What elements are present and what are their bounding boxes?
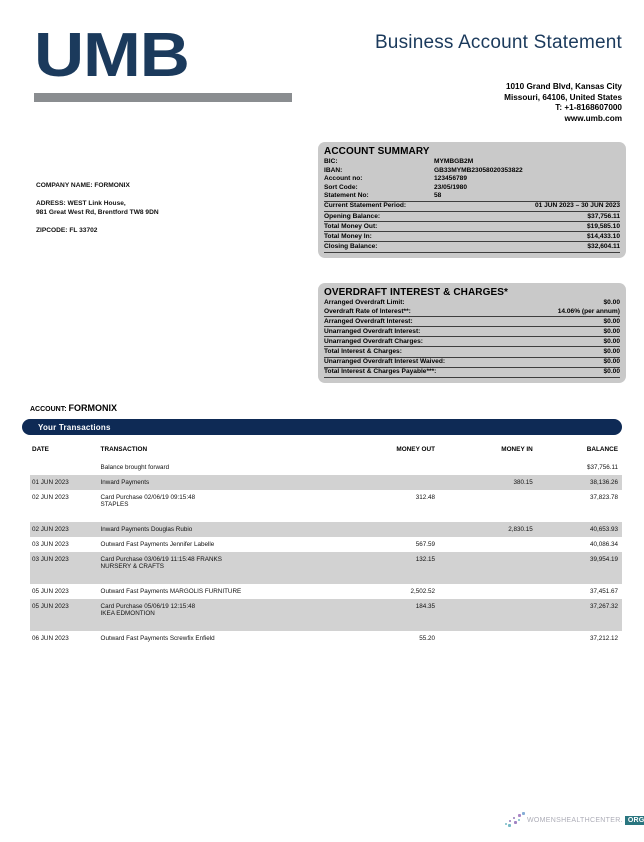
account-name-line [30,403,117,413]
account-summary-panel [318,142,626,258]
customer-address-line-1: ADRESS: WEST Link House, [36,200,126,207]
bank-address-line-2: Missouri, 64106, United States [504,92,622,102]
account-name-value: FORMONIX [68,403,118,413]
column-header-money-in: MONEY IN [501,446,533,453]
column-header-balance: BALANCE [586,446,618,453]
overdraft-title: OVERDRAFT INTEREST & CHARGES* [324,287,509,298]
overdraft-field-rate [324,308,620,317]
cell-balance: $37,756.11 [586,464,618,471]
cell-money-in [445,631,545,646]
cell-balance: 39,954.19 [545,552,622,584]
summary-field-account-no [324,175,620,184]
cell-money-out: 55.20 [419,635,435,642]
summary-row-total-money-out [324,221,620,231]
cell-money-in: 380.15 [445,475,545,490]
summary-row-opening-balance-label: Opening Balance: [324,212,381,220]
transaction-description: Outward Fast Payments MARGOLIS FURNITURE [100,588,242,595]
overdraft-field-limit [324,299,620,308]
summary-row-opening-balance-value: $37,756.11 [587,212,620,220]
bank-address [504,82,622,124]
transaction-description: Balance brought forward [100,464,170,471]
overdraft-row-total-interest-charges-label: Total Interest & Charges: [324,347,402,355]
cell-date: 02 JUN 2023 [32,494,69,501]
page-title: Business Account Statement [374,32,622,53]
cell-money-in [445,460,545,475]
summary-field-statement-no-label: Statement No: [324,192,369,200]
account-summary-title: ACCOUNT SUMMARY [324,146,430,157]
cell-date [30,460,101,475]
transaction-description: Card Purchase 02/06/19 09:15:48 [100,494,196,501]
cell-money-in: 2,830.15 [445,522,545,537]
overdraft-row-arranged-interest-value: $0.00 [603,317,620,325]
cell-date: 06 JUN 2023 [32,635,69,642]
transactions-body [30,460,622,646]
watermark-org-badge: ORG [625,816,644,825]
summary-row-total-money-in-label: Total Money In: [324,232,372,240]
overdraft-row-total-interest-charges-value: $0.00 [603,347,620,355]
summary-field-iban [324,167,620,176]
column-header-transaction: TRANSACTION [100,446,148,453]
overdraft-field-limit-label: Arranged Overdraft Limit: [324,299,405,306]
table-row [30,537,622,552]
transaction-description: Outward Fast Payments Screwfix Enfield [100,635,215,642]
overdraft-row-arranged-interest-label: Arranged Overdraft Interest: [324,317,413,325]
summary-field-sort-code-label: Sort Code: [324,183,358,191]
summary-row-total-money-out-value: $19,585.10 [586,222,620,230]
cell-money-out [343,460,445,475]
transactions-banner-label: Your Transactions [38,422,111,432]
bank-phone: T: +1-8168607000 [555,103,622,112]
cell-balance: 37,451.67 [589,588,618,595]
cell-money-in [445,552,545,584]
summary-row-opening-balance [324,211,620,221]
transaction-description: Inward Payments [100,479,150,486]
cell-transaction [101,490,344,522]
overdraft-row-total-interest-charges [324,346,620,356]
cell-date: 01 JUN 2023 [30,475,101,490]
cell-date: 02 JUN 2023 [30,522,101,537]
cell-transaction [101,460,344,475]
column-header-date: DATE [32,446,49,453]
summary-row-closing-balance-value: $32,604.11 [587,242,620,250]
table-row [30,475,622,490]
summary-field-statement-no-value: 58 [434,192,442,200]
cell-balance: 38,136.26 [545,475,622,490]
summary-row-statement-period [324,201,620,211]
summary-field-bic-value: MYMBGB2M [434,158,474,165]
bank-website: www.umb.com [564,113,622,123]
cell-money-in [445,490,545,522]
overdraft-panel [318,283,626,383]
overdraft-row-interest-waived-label: Unarranged Overdraft Interest Waived: [324,358,446,366]
table-row [30,584,622,599]
transactions-table [30,444,622,646]
transaction-description-line-2: IKEA EDMONTION [100,610,155,617]
umb-logo-text: UMB [34,21,189,90]
customer-company-name: COMPANY NAME: FORMONIX [36,182,130,189]
transaction-description: Card Purchase 03/06/19 11:15:48 FRANKS [100,556,222,563]
overdraft-row-unarranged-interest-label: Unarranged Overdraft Interest: [324,327,421,335]
cell-transaction [101,599,344,631]
cell-transaction [101,631,344,646]
transaction-description: Outward Fast Payments Jennifer Labelle [100,541,215,548]
summary-row-closing-balance-label: Closing Balance: [324,242,378,250]
customer-details [36,181,159,235]
customer-zipcode: ZIPCODE: FL 33702 [36,227,98,234]
summary-row-closing-balance [324,241,620,253]
cell-money-in [445,599,545,631]
overdraft-row-interest-waived [324,357,620,367]
summary-field-account-no-value: 123456789 [434,175,468,183]
summary-row-total-money-in-value: $14,433.10 [586,232,620,240]
overdraft-row-unarranged-interest [324,326,620,336]
customer-address [36,199,159,217]
umb-logo-bar [34,93,292,102]
watermark [505,812,644,828]
summary-row-statement-period-value: 01 JUN 2023 – 30 JUN 2023 [534,202,620,210]
summary-row-total-money-out-label: Total Money Out: [324,222,378,230]
bank-address-line-1: 1010 Grand Blvd, Kansas City [505,82,622,91]
overdraft-row-interest-waived-value: $0.00 [603,358,620,366]
cell-balance: 37,212.12 [589,635,618,642]
cell-date: 03 JUN 2023 [32,541,69,548]
table-row [30,631,622,646]
cell-balance: 40,086.34 [589,541,618,548]
watermark-dots-icon [505,812,527,828]
cell-date: 03 JUN 2023 [30,552,101,584]
cell-money-out: 312.48 [415,494,435,501]
cell-money-out: 132.15 [343,552,445,584]
transaction-description: Inward Payments Douglas Rubio [100,526,193,533]
cell-transaction [101,475,344,490]
customer-address-line-2: 981 Great West Rd, Brentford TW8 9DN [36,209,159,216]
cell-money-out: 2,502.52 [410,588,435,595]
overdraft-row-total-payable-value: $0.00 [603,368,620,376]
cell-transaction [101,537,344,552]
cell-money-in [445,537,545,552]
table-row [30,460,622,475]
overdraft-field-limit-value: $0.00 [603,299,620,306]
cell-date: 05 JUN 2023 [32,588,69,595]
umb-logo [34,21,296,102]
cell-money-out: 184.35 [343,599,445,631]
overdraft-row-unarranged-charges-value: $0.00 [603,337,620,345]
cell-money-out [343,522,445,537]
watermark-text: WOMENSHEALTHCENTER. [527,816,623,824]
cell-transaction [101,552,344,584]
summary-field-statement-no [324,192,620,201]
transaction-description-line-2: STAPLES [100,501,129,508]
summary-field-account-no-label: Account no: [324,175,363,183]
summary-row-total-money-in [324,231,620,241]
cell-transaction [101,584,344,599]
summary-field-bic [324,158,620,167]
cell-date: 05 JUN 2023 [30,599,101,631]
table-row [30,490,622,522]
transaction-description-line-2: NURSERY & CRAFTS [100,563,164,570]
summary-field-sort-code [324,184,620,193]
cell-transaction [101,522,344,537]
table-row [30,599,622,631]
document-header [0,0,644,123]
overdraft-row-total-payable-label: Total Interest & Charges Payable***: [324,368,437,376]
table-row [30,522,622,537]
overdraft-row-arranged-interest [324,316,620,326]
cell-money-out [343,475,445,490]
transaction-description: Card Purchase 05/06/19 12:15:48 [100,603,196,610]
overdraft-row-unarranged-charges [324,336,620,346]
cell-money-out: 567.59 [415,541,435,548]
overdraft-field-rate-value: 14.06% (per annum) [557,307,620,315]
table-row [30,552,622,584]
summary-field-iban-label: IBAN: [324,166,343,174]
column-header-money-out: MONEY OUT [396,446,435,453]
cell-money-in [445,584,545,599]
summary-field-sort-code-value: 23/05/1980 [434,183,468,191]
table-header-row [30,444,622,460]
overdraft-row-unarranged-charges-label: Unarranged Overdraft Charges: [324,337,423,345]
overdraft-row-unarranged-interest-value: $0.00 [603,327,620,335]
cell-balance: 37,823.78 [589,494,618,501]
cell-balance: 40,653.93 [545,522,622,537]
summary-row-statement-period-label: Current Statement Period: [324,202,407,210]
summary-field-bic-label: BIC: [324,158,338,165]
cell-balance: 37,267.32 [545,599,622,631]
transactions-banner [22,419,622,435]
overdraft-field-rate-label: Overdraft Rate of Interest**: [324,307,411,315]
summary-field-iban-value: GB33MYMB23058020353822 [434,166,523,174]
overdraft-row-total-payable [324,367,620,379]
account-name-label: ACCOUNT: [30,406,67,413]
